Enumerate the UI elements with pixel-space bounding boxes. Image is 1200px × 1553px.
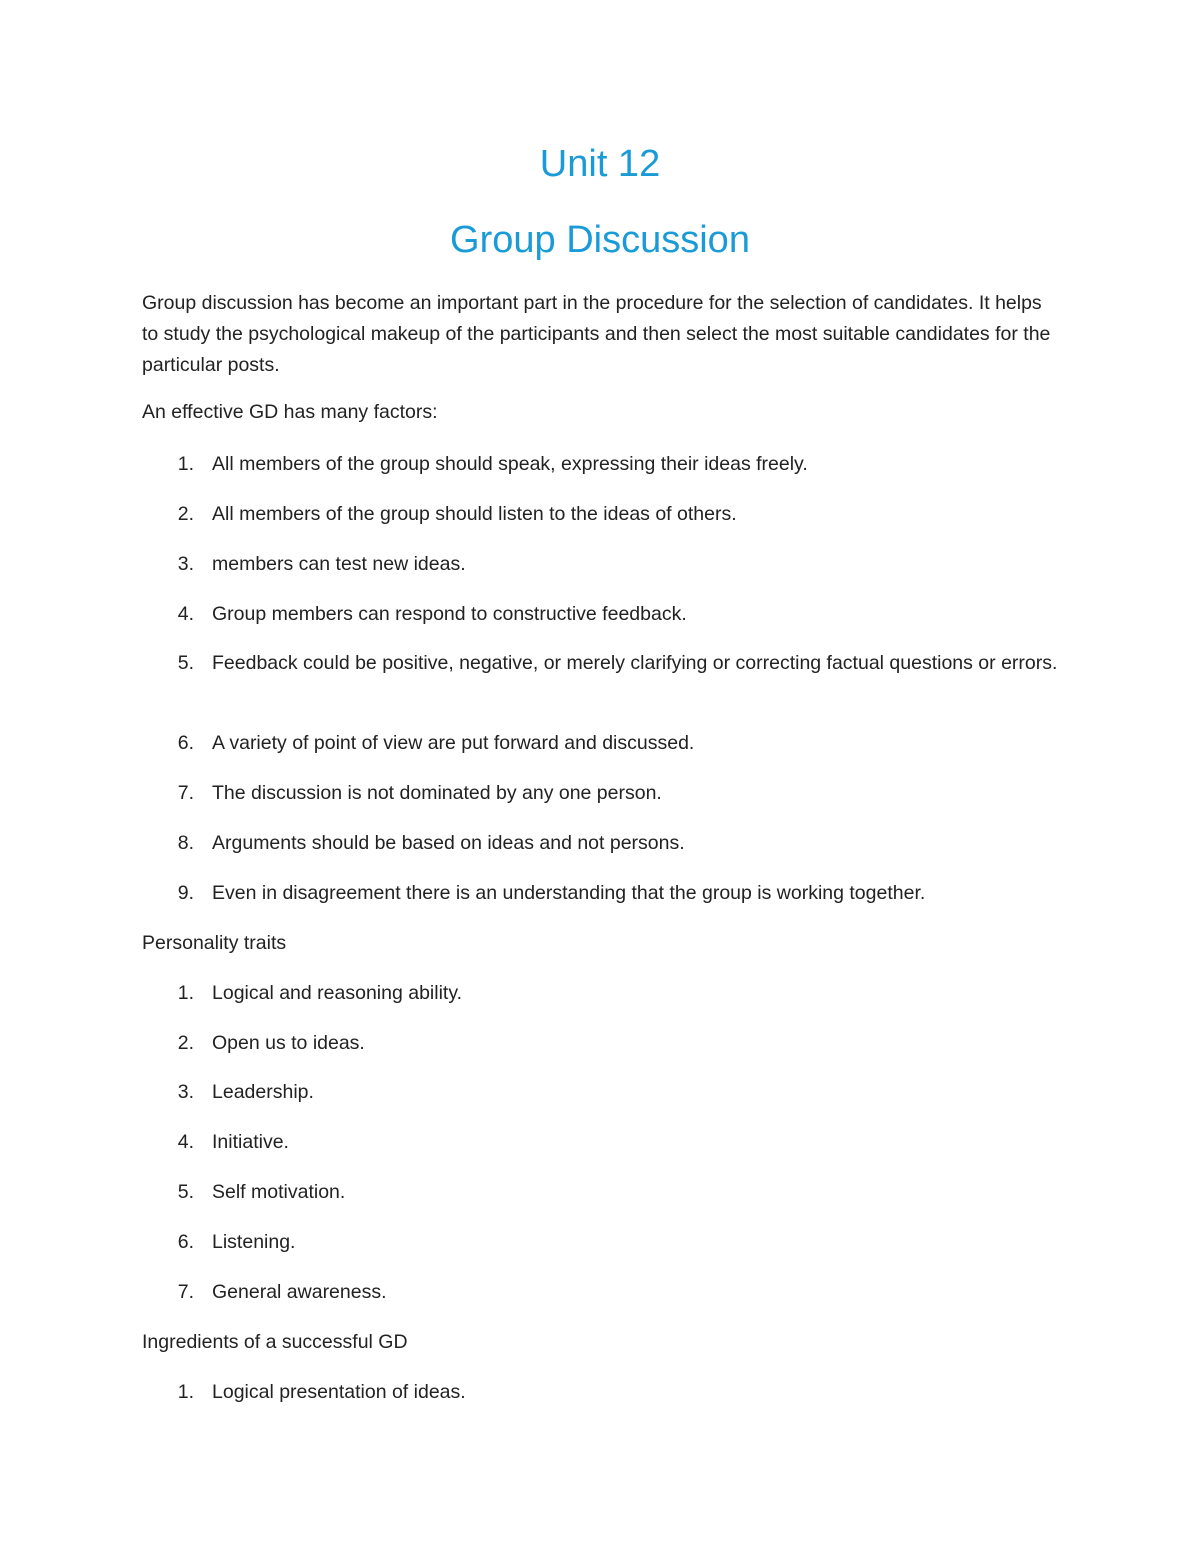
list-item-number: 7. bbox=[177, 782, 194, 804]
list-item-text: All members of the group should speak, expressing their ideas freely. bbox=[212, 453, 808, 475]
list-item bbox=[142, 1028, 1062, 1059]
list-item bbox=[142, 728, 1062, 759]
list-item bbox=[142, 549, 1062, 580]
list-item-text: Open us to ideas. bbox=[212, 1032, 365, 1054]
list-item bbox=[142, 599, 1062, 630]
list-item-text: Even in disagreement there is an understanding that the group is working together. bbox=[212, 882, 926, 904]
list-item bbox=[142, 1227, 1062, 1258]
list-item bbox=[142, 1377, 1062, 1408]
list-item-number: 9. bbox=[177, 882, 194, 904]
list-item-text: Leadership. bbox=[212, 1081, 314, 1103]
list-item-number: 5. bbox=[177, 652, 194, 674]
list-item-text: Arguments should be based on ideas and not persons. bbox=[212, 832, 685, 854]
list-item bbox=[142, 499, 1062, 530]
list-item-number: 8. bbox=[177, 832, 194, 854]
document-title: Group Discussion bbox=[450, 219, 750, 261]
list-item-text: General awareness. bbox=[212, 1281, 387, 1303]
list-item-number: 5. bbox=[177, 1181, 194, 1203]
list-item-text: The discussion is not dominated by any one person. bbox=[212, 782, 662, 804]
list-item bbox=[142, 1127, 1062, 1158]
list-item-number: 1. bbox=[177, 982, 194, 1004]
list-item bbox=[142, 878, 1062, 909]
list-item bbox=[142, 1077, 1062, 1108]
list-item-number: 4. bbox=[177, 1131, 194, 1153]
list-item bbox=[142, 1177, 1062, 1208]
list-item-number: 3. bbox=[177, 553, 194, 575]
list-item-text: Self motivation. bbox=[212, 1181, 346, 1203]
list-item-text: Listening. bbox=[212, 1231, 296, 1253]
list-item-text: All members of the group should listen to the ideas of others. bbox=[212, 503, 737, 525]
list-item-number: 6. bbox=[177, 732, 194, 754]
list-item-number: 1. bbox=[177, 453, 194, 475]
list-item-text: A variety of point of view are put forward and discussed. bbox=[212, 732, 695, 754]
list-item-number: 3. bbox=[177, 1081, 194, 1103]
list-item-text: Initiative. bbox=[212, 1131, 289, 1153]
list-item bbox=[142, 449, 1062, 480]
list-item-text: Logical presentation of ideas. bbox=[212, 1381, 466, 1403]
list-item bbox=[142, 648, 1062, 679]
list-item-number: 7. bbox=[177, 1281, 194, 1303]
list-item bbox=[142, 778, 1062, 809]
section-personality-heading: Personality traits bbox=[142, 932, 287, 954]
list-item-text: Group members can respond to constructive feedback. bbox=[212, 603, 687, 625]
section-ingredients-heading: Ingredients of a successful GD bbox=[142, 1331, 408, 1353]
section-factors-heading: An effective GD has many factors: bbox=[142, 401, 438, 423]
unit-title: Unit 12 bbox=[539, 143, 661, 185]
list-item bbox=[142, 828, 1062, 859]
list-item-number: 2. bbox=[177, 1032, 194, 1054]
list-item bbox=[142, 978, 1062, 1009]
list-item-number: 1. bbox=[177, 1381, 194, 1403]
list-item-number: 2. bbox=[177, 503, 194, 525]
list-item-text: Feedback could be positive, negative, or merely clarifying or correcting factual questions or errors. bbox=[212, 652, 1058, 674]
list-item-text: Logical and reasoning ability. bbox=[212, 982, 463, 1004]
list-item-number: 6. bbox=[177, 1231, 194, 1253]
list-item bbox=[142, 1277, 1062, 1308]
intro-paragraph: Group discussion has become an important part in the procedure for the selection of candidates. It helps to study the psychological makeup of the participants and then select the most suitable candidates for the particular posts. bbox=[142, 292, 1051, 376]
list-item-text: members can test new ideas. bbox=[212, 553, 466, 575]
list-item-number: 4. bbox=[177, 603, 194, 625]
